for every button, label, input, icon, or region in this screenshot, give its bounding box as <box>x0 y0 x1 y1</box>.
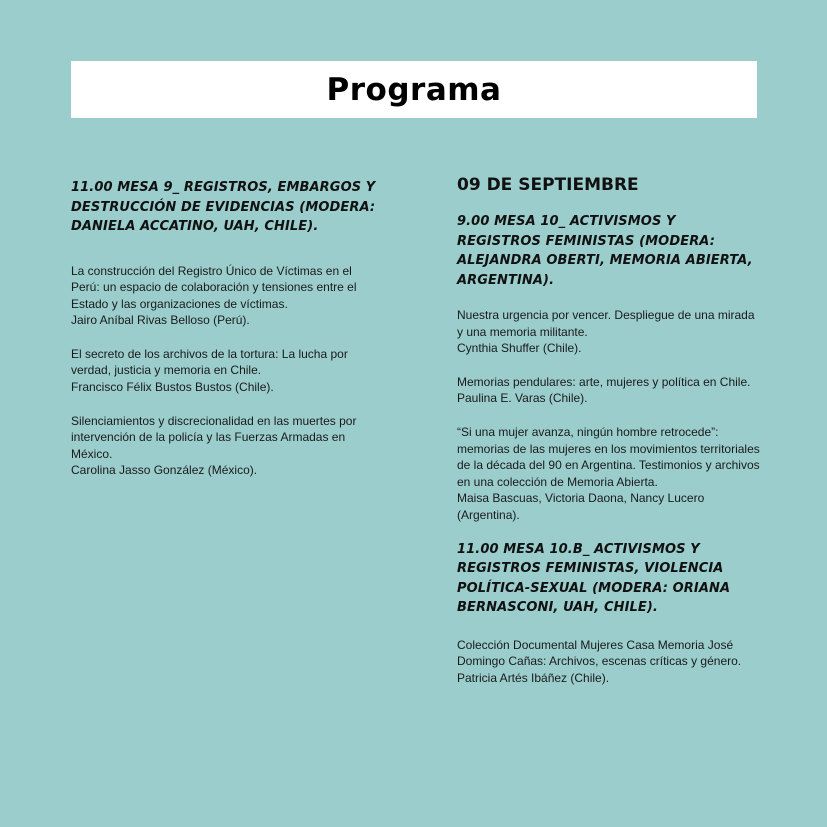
talk-author: Patricia Artés Ibáñez (Chile). <box>457 670 610 685</box>
talk-author: Maisa Bascuas, Victoria Daona, Nancy Lucero (Argentina). <box>457 491 705 522</box>
session-heading: 11.00 MESA 9_ REGISTROS, EMBARGOS Y DESTRUCCIÓN DE EVIDENCIAS (MODERA: DANIELA ACCATINO, UAH, CHILE). <box>71 180 376 234</box>
talk-title: Colección Documental Mujeres Casa Memoria José Domingo Cañas: Archivos, escenas críticas y género. <box>457 637 742 669</box>
title-banner <box>71 61 757 118</box>
talk-item <box>457 307 762 357</box>
talk-title: Nuestra urgencia por vencer. Despliegue de una mirada y una memoria militante. <box>457 308 755 339</box>
talk-title: Memorias pendulares: arte, mujeres y política en Chile. <box>457 374 751 389</box>
talk-title: Silenciamientos y discrecionalidad en las muertes por intervención de la policía y las Fuerzas Armadas en México. <box>71 413 357 461</box>
right-column <box>457 175 762 686</box>
session-heading: 9.00 MESA 10_ ACTIVISMOS Y REGISTROS FEMINISTAS (MODERA: ALEJANDRA OBERTI, MEMORIA ABIERTA, ARGENTINA). <box>457 214 753 288</box>
left-column <box>71 175 381 479</box>
talk-author: Jairo Aníbal Rivas Belloso (Perú). <box>71 313 250 328</box>
talk-item <box>71 263 381 329</box>
talk-item <box>457 637 762 687</box>
talk-item <box>457 424 762 524</box>
talk-author: Francisco Félix Bustos Bustos (Chile). <box>71 380 274 395</box>
talk-title: La construcción del Registro Único de Víctimas en el Perú: un espacio de colaboración y tensiones entre el Estado y las organizaciones de víctimas. <box>71 263 357 311</box>
talk-title: “Si una mujer avanza, ningún hombre retrocede”: memorias de las mujeres en los movimientos territoriales de la década del 90 en Argentina. Testimonios y archivos en una colección de Memoria Abierta. <box>457 424 760 489</box>
talk-author: Cynthia Shuffer (Chile). <box>457 341 582 356</box>
talk-item <box>457 374 762 407</box>
talk-author: Paulina E. Varas (Chile). <box>457 391 588 406</box>
talk-title: El secreto de los archivos de la tortura: La lucha por verdad, justicia y memoria en Chile. <box>71 346 348 378</box>
talk-item <box>71 413 381 479</box>
session-heading: 11.00 MESA 10.B_ ACTIVISMOS Y REGISTROS FEMINISTAS, VIOLENCIA POLÍTICA-SEXUAL (MODERA: ORIANA BERNASCONI, UAH, CHILE). <box>457 541 731 616</box>
page-title: Programa <box>326 71 502 108</box>
talk-author: Carolina Jasso González (México). <box>71 463 258 478</box>
date-heading: 09 DE SEPTIEMBRE <box>457 175 639 195</box>
talk-item <box>71 346 381 396</box>
